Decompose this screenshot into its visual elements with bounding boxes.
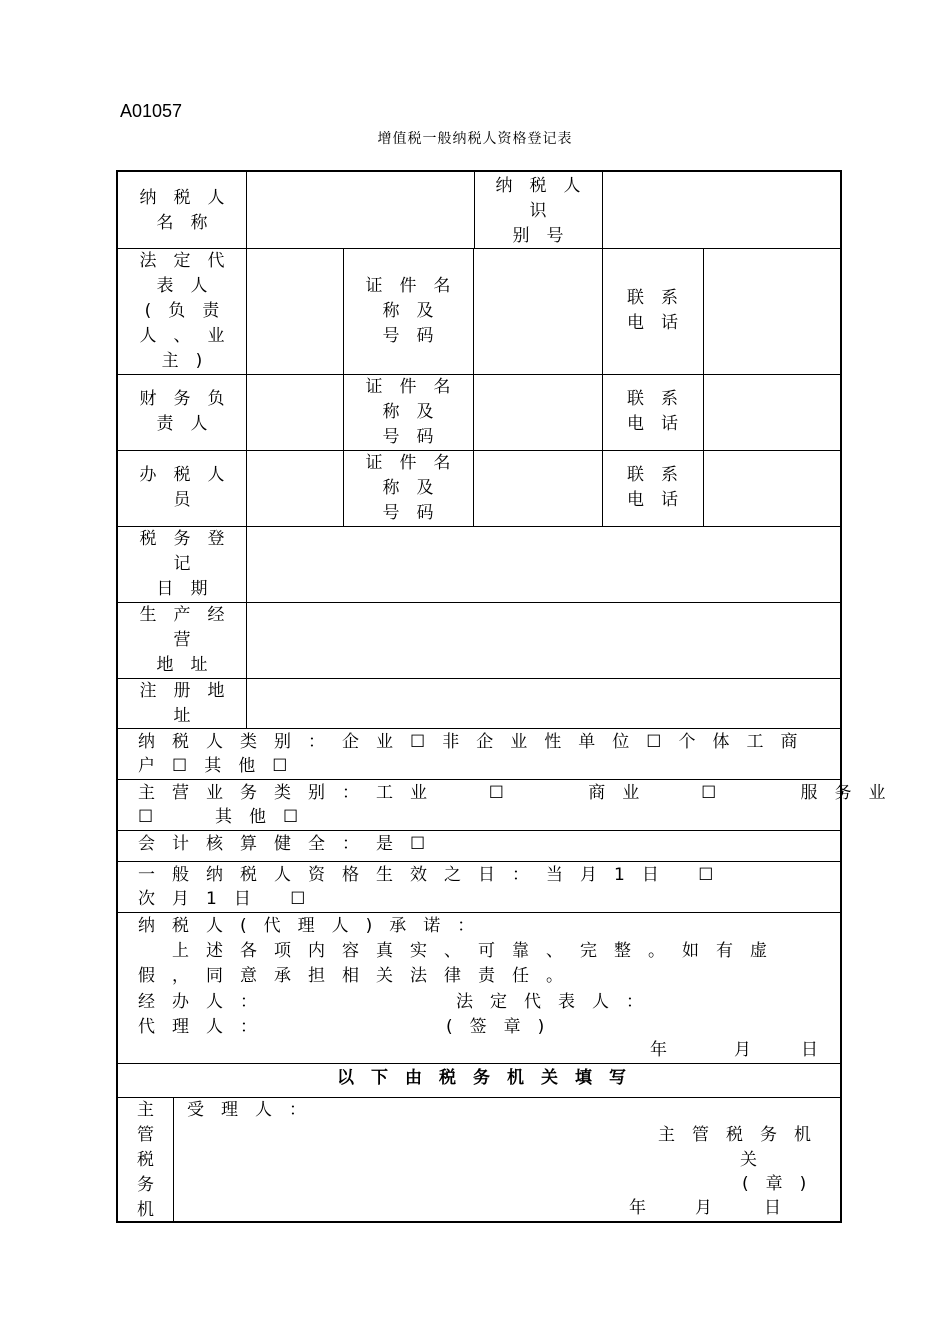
signature-seal-label: (签章): [446, 1017, 562, 1037]
taxpayer-name-field[interactable]: [247, 172, 474, 248]
taxpayer-type-line1[interactable]: 纳税人类别：企业☐非企业性单位☐个体工商: [138, 732, 815, 752]
biz-address-field[interactable]: [247, 603, 840, 678]
agent-label: 代理人：: [138, 1017, 274, 1037]
label-legal-rep: 法定代 表人 (负责 人、业 主): [139, 251, 242, 371]
office-month: 月: [695, 1198, 729, 1218]
legal-rep-sign-label: 法定代表人：: [456, 992, 660, 1012]
tax-agent-field[interactable]: [247, 451, 343, 526]
commitment-line2: 假，同意承担相关法律责任。: [138, 966, 580, 986]
commitment-line1: 上述各项内容真实、可靠、完整。如有虚: [172, 941, 784, 961]
reg-address-field[interactable]: [247, 679, 840, 728]
label-tax-agent-id: 证件名 称及 号码: [365, 453, 468, 523]
office-year: 年: [629, 1198, 663, 1218]
handler-label: 经办人：: [138, 992, 274, 1012]
commitment-day: 日: [801, 1040, 835, 1060]
accounting-sound[interactable]: 会计核算健全：是☐: [138, 834, 443, 854]
label-taxpayer-id: 纳税人 识 别号: [495, 176, 598, 246]
label-legal-rep-id: 证件名 称及 号码: [365, 276, 468, 346]
form-code: A01057: [120, 101, 183, 121]
authority-label: 主管税务机: [658, 1125, 828, 1145]
label-tax-agent-phone: 联系 电话: [627, 465, 695, 510]
tax-agent-id-field[interactable]: [474, 451, 602, 526]
finance-head-field[interactable]: [247, 375, 343, 450]
authority-seal: (章): [742, 1174, 824, 1194]
office-day: 日: [764, 1198, 798, 1218]
legal-rep-field[interactable]: [247, 249, 343, 374]
main-business-line2[interactable]: ☐ 其他☐: [138, 807, 316, 827]
label-finance-phone: 联系 电话: [627, 389, 695, 434]
finance-phone-field[interactable]: [704, 375, 840, 450]
authority-label-2: 关: [740, 1150, 774, 1170]
label-reg-date: 税务登 记 日期: [139, 529, 242, 599]
legal-rep-phone-field[interactable]: [704, 249, 840, 374]
finance-id-field[interactable]: [474, 375, 602, 450]
commitment-month: 月: [734, 1040, 768, 1060]
effective-date-line2[interactable]: 次月1日 ☐: [138, 889, 323, 909]
label-finance-head: 财务负 责人: [139, 389, 242, 434]
main-business-line1[interactable]: 主营业务类别：工业 ☐ 商业 ☐ 服务业: [138, 783, 903, 803]
label-tax-agent: 办税人 员: [139, 465, 242, 510]
registration-table: [116, 170, 903, 1223]
label-taxpayer-name: 纳税人 名称: [139, 188, 242, 233]
commitment-heading: 纳税人(代理人)承诺：: [138, 916, 492, 936]
tax-agent-phone-field[interactable]: [704, 451, 840, 526]
office-section-heading: 以下由税务机关填写: [337, 1068, 643, 1088]
label-finance-id: 证件名 称及 号码: [365, 377, 468, 447]
commitment-year: 年: [650, 1040, 684, 1060]
taxpayer-id-field[interactable]: [603, 172, 840, 248]
legal-rep-id-field[interactable]: [474, 249, 602, 374]
reg-date-field[interactable]: [247, 527, 840, 602]
label-legal-rep-phone: 联系 电话: [627, 288, 695, 333]
taxpayer-type-line2[interactable]: 户☐其他☐: [138, 756, 305, 776]
label-reg-address: 注册地 址: [139, 681, 242, 726]
label-biz-address: 生产经 营 地址: [139, 605, 242, 675]
office-side-label: 主 管 税 务 机: [137, 1100, 171, 1220]
form-title: 增值税一般纳税人资格登记表: [377, 131, 573, 147]
effective-date-line1[interactable]: 一般纳税人资格生效之日：当月1日 ☐: [138, 865, 731, 885]
receiver-label: 受理人：: [187, 1100, 323, 1120]
